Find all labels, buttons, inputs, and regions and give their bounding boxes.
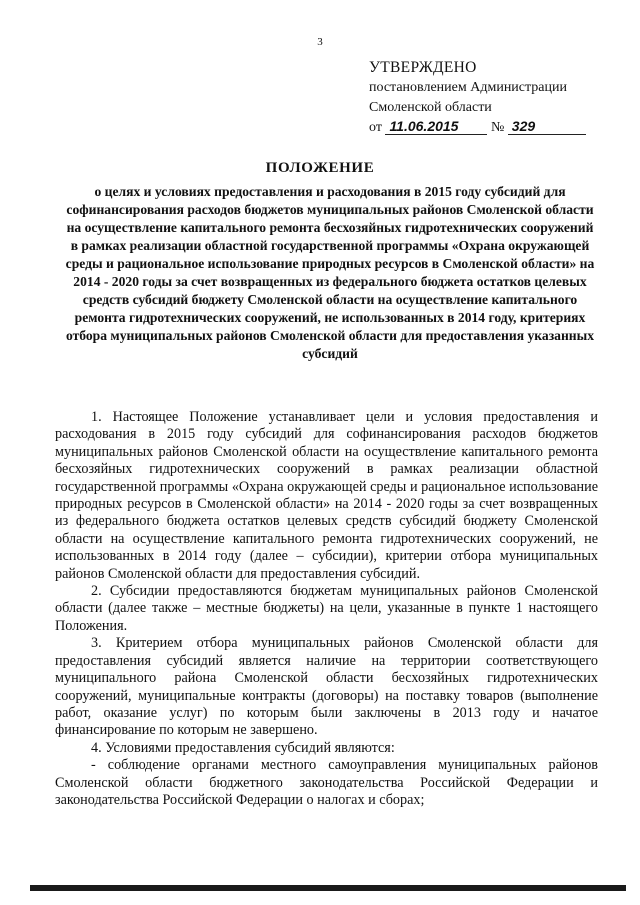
scan-edge-bar — [30, 885, 626, 891]
document-subtitle: о целях и условиях предоставления и расходования в 2015 году субсидий для софинансирования расходов бюджетов муниципальных районов Смоленской области на осуществление капитального ремонта бесхозяйных гидротехнических сооружений в рамках реализации областной государственной программы «Охрана окружающей среды и рациональное использование природных ресурсов в Смоленской области» на 2014 - 2020 годы за счет возвращенных из федерального бюджета остатков целевых средств субсидий бюджету Смоленской области на осуществление капитального ремонта гидротехнических сооружений, не использованных в 2014 году, критериях отбора муниципальных районов Смоленской области для предоставления указанных субсидий — [65, 184, 595, 361]
paragraph-1: 1. Настоящее Положение устанавливает цели и условия предоставления и расходования в 2015 году субсидий для софинансирования расходов бюджетов муниципальных районов Смоленской области на осуществление капитального ремонта бесхозяйных гидротехнических сооружений в рамках реализации областной государственной программы «Охрана окружающей среды и рациональное использование природных ресурсов в Смоленской области» на 2014 - 2020 годы за счет возвращенных из федерального бюджета остатков целевых средств субсидий бюджету Смоленской области на осуществление капитального ремонта гидротехнических сооружений, не использованных в 2014 году (далее – субсидии), критерии отбора муниципальных районов Смоленской области для предоставления субсидий. — [55, 409, 598, 582]
approval-date-line — [369, 118, 609, 138]
approval-line-2: Смоленской области — [369, 100, 492, 115]
page-number: 3 — [317, 36, 323, 48]
number-label: № — [490, 120, 505, 135]
paragraph-3: 3. Критерием отбора муниципальных районов Смоленской области для предоставления субсидий является наличие на территории соответствующего муниципального района Смоленской области бесхозяйных гидротехнических сооружений, муниципальные контракты (договоры) на поставку товаров (выполнение работ, оказание услуг) по которым были заключены в 2013 году и начатое финансирование по которым не завершено. — [55, 635, 598, 739]
paragraph-4: 4. Условиями предоставления субсидий являются: — [91, 739, 395, 756]
document-body — [55, 409, 598, 809]
handwritten-date: 11.06.2015 — [385, 119, 487, 135]
approval-title: УТВЕРЖДЕНО — [369, 59, 477, 76]
paragraph-4-item-1: - соблюдение органами местного самоуправления муниципальных районов Смоленской области бюджетного законодательства Российской Федерации и законодательства Российской Федерации о налогах и сборах; — [55, 757, 598, 808]
document-title: ПОЛОЖЕНИЕ — [265, 160, 375, 176]
from-label: от — [369, 120, 382, 135]
paragraph-2: 2. Субсидии предоставляются бюджетам муниципальных районов Смоленской области (далее также – местные бюджеты) на цели, указанные в пункте 1 настоящего Положения. — [55, 583, 598, 634]
handwritten-number: 329 — [508, 119, 586, 135]
approval-stamp — [369, 58, 609, 138]
approval-line-1: постановлением Администрации — [369, 80, 567, 95]
